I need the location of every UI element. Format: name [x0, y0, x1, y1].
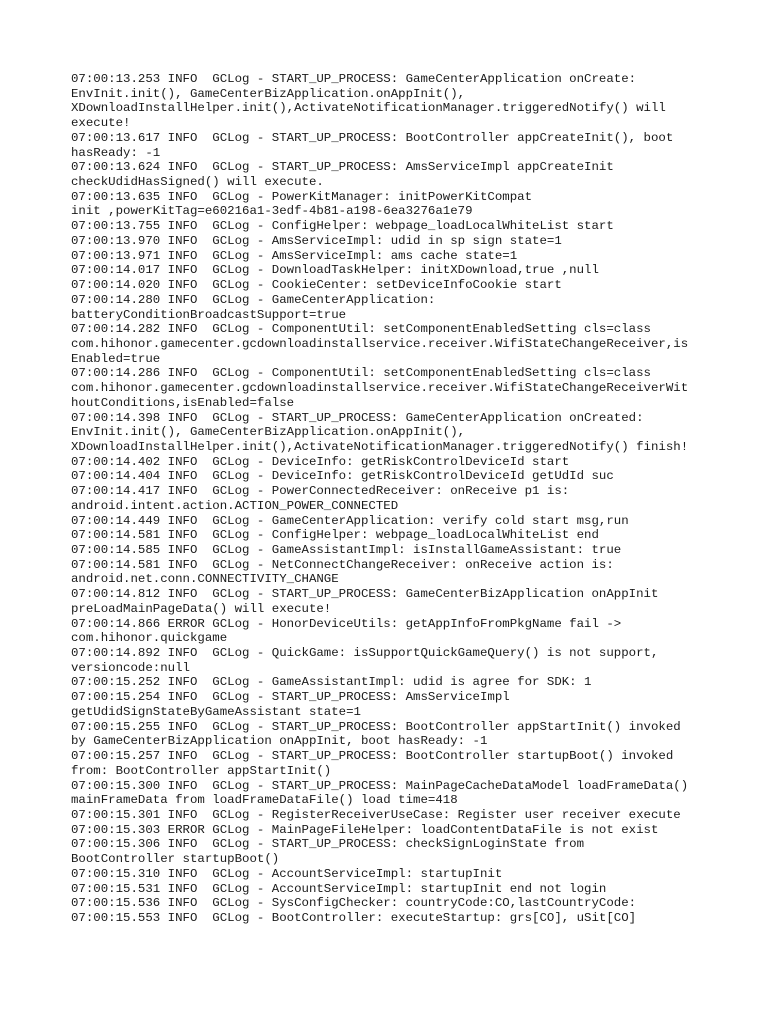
log-line: 07:00:13.635 INFO GCLog - PowerKitManager: initPowerKitCompat — [71, 189, 533, 204]
log-line: 07:00:14.017 INFO GCLog - DownloadTaskHelper: initXDownload,true ,null — [71, 263, 599, 278]
log-line: versioncode:null — [71, 660, 190, 675]
log-line: 07:00:14.280 INFO GCLog - GameCenterApplication: — [71, 292, 436, 307]
log-line: com.hihonor.gamecenter.gcdownloadinstallservice.receiver.WifiStateChangeReceiverWit — [71, 381, 689, 396]
log-line: getUdidSignStateByGameAssistant state=1 — [71, 704, 361, 719]
log-line: by GameCenterBizApplication onAppInit, boot hasReady: -1 — [71, 734, 488, 749]
log-line: 07:00:15.303 ERROR GCLog - MainPageFileHelper: loadContentDataFile is not exist — [71, 822, 659, 837]
log-line: 07:00:13.970 INFO GCLog - AmsServiceImpl: udid in sp sign state=1 — [71, 233, 562, 248]
log-line: batteryConditionBroadcastSupport=true — [71, 307, 347, 322]
log-line: XDownloadInstallHelper.init(),ActivateNotificationManager.triggeredNotify() finish! — [71, 439, 689, 454]
log-line: init ,powerKitTag=e60216a1-3edf-4b81-a198-6ea3276a1e79 — [71, 204, 473, 219]
log-line: 07:00:15.255 INFO GCLog - START_UP_PROCESS: BootController appStartInit() invoked — [71, 719, 681, 734]
log-line: 07:00:15.252 INFO GCLog - GameAssistantImpl: udid is agree for SDK: 1 — [71, 675, 592, 690]
log-line: 07:00:15.306 INFO GCLog - START_UP_PROCESS: checkSignLoginState from — [71, 837, 585, 852]
log-line: execute! — [71, 116, 131, 131]
log-line: XDownloadInstallHelper.init(),ActivateNotificationManager.triggeredNotify() will — [71, 101, 666, 116]
log-line: 07:00:15.301 INFO GCLog - RegisterReceiverUseCase: Register user receiver execute — [71, 807, 681, 822]
log-line: com.hihonor.quickgame — [71, 631, 228, 646]
log-line: checkUdidHasSigned() will execute. — [71, 175, 324, 190]
log-line: 07:00:14.020 INFO GCLog - CookieCenter: setDeviceInfoCookie start — [71, 278, 562, 293]
log-line: 07:00:14.812 INFO GCLog - START_UP_PROCESS: GameCenterBizApplication onAppInit — [71, 587, 659, 602]
log-line: Enabled=true — [71, 351, 161, 366]
log-line: 07:00:15.531 INFO GCLog - AccountServiceImpl: startupInit end not login — [71, 881, 607, 896]
log-line: 07:00:14.402 INFO GCLog - DeviceInfo: getRiskControlDeviceId start — [71, 454, 570, 469]
log-line: houtConditions,isEnabled=false — [71, 395, 295, 410]
log-line: 07:00:14.585 INFO GCLog - GameAssistantImpl: isInstallGameAssistant: true — [71, 543, 622, 557]
log-line: 07:00:15.553 INFO GCLog - BootController: executeStartup: grs[CO], uSit[CO] — [71, 910, 637, 925]
log-line: com.hihonor.gamecenter.gcdownloadinstallservice.receiver.WifiStateChangeReceiver,is — [71, 336, 689, 351]
log-line: mainFrameData from loadFrameDataFile() load time=418 — [71, 793, 458, 808]
log-line: android.net.conn.CONNECTIVITY_CHANGE — [71, 572, 339, 587]
log-line: 07:00:14.398 INFO GCLog - START_UP_PROCESS: GameCenterApplication onCreated: — [71, 410, 644, 425]
log-line: 07:00:14.404 INFO GCLog - DeviceInfo: getRiskControlDeviceId getUdId suc — [71, 469, 614, 484]
log-line: EnvInit.init(), GameCenterBizApplication.onAppInit(), — [71, 86, 466, 101]
log-line: 07:00:14.282 INFO GCLog - ComponentUtil: setComponentEnabledSetting cls=class — [71, 322, 651, 337]
log-text-block — [71, 72, 711, 926]
log-line: android.intent.action.ACTION_POWER_CONNECTED — [71, 498, 399, 513]
log-line: 07:00:14.417 INFO GCLog - PowerConnectedReceiver: onReceive p1 is: — [71, 484, 570, 499]
log-line: 07:00:13.624 INFO GCLog - START_UP_PROCESS: AmsServiceImpl appCreateInit — [71, 160, 614, 175]
log-line: hasReady: -1 — [71, 145, 161, 160]
log-line: 07:00:14.581 INFO GCLog - ConfigHelper: webpage_loadLocalWhiteList end — [71, 528, 599, 543]
log-line: 07:00:15.310 INFO GCLog - AccountServiceImpl: startupInit — [71, 866, 503, 881]
log-line: 07:00:13.971 INFO GCLog - AmsServiceImpl: ams cache state=1 — [71, 248, 518, 263]
log-line: 07:00:14.449 INFO GCLog - GameCenterApplication: verify cold start msg,run — [71, 513, 629, 528]
log-line: 07:00:14.866 ERROR GCLog - HonorDeviceUtils: getAppInfoFromPkgName fail -> — [71, 616, 622, 631]
log-line: 07:00:14.286 INFO GCLog - ComponentUtil: setComponentEnabledSetting cls=class — [71, 366, 651, 381]
log-line: 07:00:15.536 INFO GCLog - SysConfigChecker: countryCode:CO,lastCountryCode: — [71, 896, 637, 911]
log-line: from: BootController appStartInit() — [71, 763, 332, 778]
log-line: 07:00:15.257 INFO GCLog - START_UP_PROCESS: BootController startupBoot() invoked — [71, 749, 674, 764]
log-line: 07:00:13.755 INFO GCLog - ConfigHelper: webpage_loadLocalWhiteList start — [71, 219, 614, 234]
log-line: 07:00:13.253 INFO GCLog - START_UP_PROCESS: GameCenterApplication onCreate: — [71, 72, 637, 86]
log-line: 07:00:14.892 INFO GCLog - QuickGame: isSupportQuickGameQuery() is not support, — [71, 646, 659, 661]
log-line: 07:00:15.254 INFO GCLog - START_UP_PROCESS: AmsServiceImpl — [71, 690, 510, 705]
log-line: BootController startupBoot() — [71, 852, 280, 867]
log-line: 07:00:14.581 INFO GCLog - NetConnectChangeReceiver: onReceive action is: — [71, 557, 614, 572]
log-line: preLoadMainPageData() will execute! — [71, 601, 332, 616]
log-line: 07:00:13.617 INFO GCLog - START_UP_PROCESS: BootController appCreateInit(), boot — [71, 130, 674, 145]
log-line: 07:00:15.300 INFO GCLog - START_UP_PROCESS: MainPageCacheDataModel loadFrameData() — [71, 778, 689, 793]
log-line: EnvInit.init(), GameCenterBizApplication.onAppInit(), — [71, 425, 466, 440]
